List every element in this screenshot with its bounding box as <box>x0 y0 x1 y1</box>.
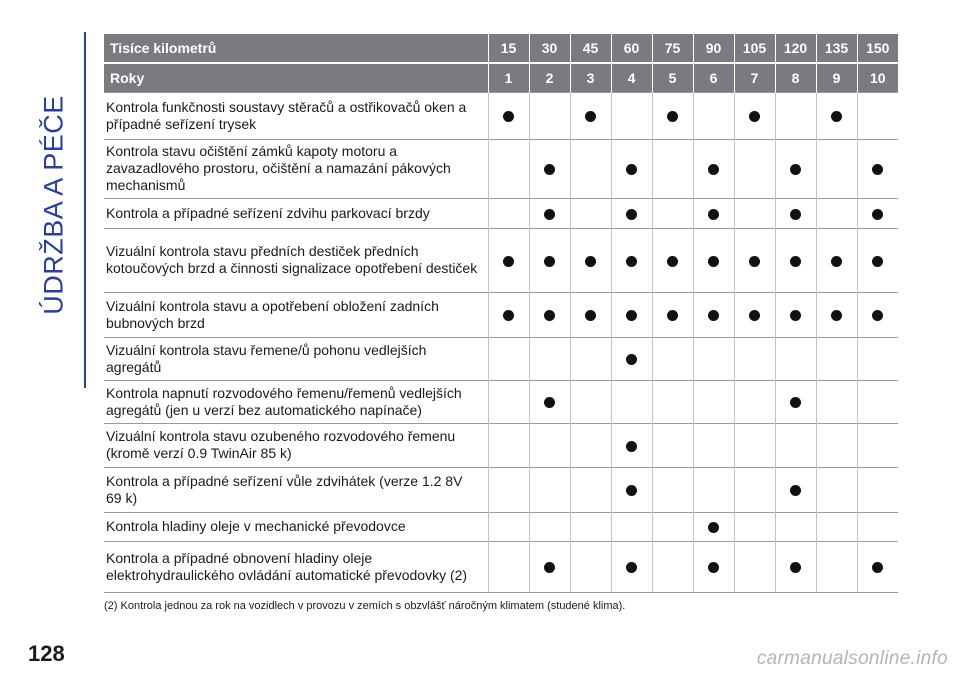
km-header-cell: 60 <box>611 34 652 63</box>
filled-circle-icon <box>749 111 760 122</box>
operation-text: Kontrola napnutí rozvodového řemenu/řemenů vedlejších agregátů (jen u verzí bez automatického napínače) <box>104 381 488 424</box>
filled-circle-icon <box>790 164 801 175</box>
filled-circle-icon <box>831 256 842 267</box>
year-header-cell: 3 <box>570 63 611 93</box>
filled-circle-icon <box>503 111 514 122</box>
interval-cell <box>652 424 693 468</box>
interval-cell <box>775 93 816 140</box>
filled-circle-icon <box>708 164 719 175</box>
interval-cell <box>734 542 775 593</box>
interval-cell <box>570 381 611 424</box>
filled-circle-icon <box>872 164 883 175</box>
interval-cell <box>693 513 734 542</box>
filled-circle-icon <box>503 310 514 321</box>
filled-circle-icon <box>626 354 637 365</box>
interval-cell <box>816 93 857 140</box>
interval-cell <box>570 293 611 338</box>
filled-circle-icon <box>872 209 883 220</box>
interval-cell <box>611 542 652 593</box>
operation-text: Vizuální kontrola stavu předních destiček předních kotoučových brzd a činnosti signalizace opotřebení destiček <box>104 229 488 293</box>
year-header-cell: 7 <box>734 63 775 93</box>
operation-text: Kontrola stavu očištění zámků kapoty motoru a zavazadlového prostoru, očištění a namazání pákových mechanismů <box>104 140 488 199</box>
year-header-cell: 6 <box>693 63 734 93</box>
filled-circle-icon <box>872 310 883 321</box>
interval-cell <box>570 93 611 140</box>
table-body <box>104 93 898 593</box>
interval-cell <box>734 424 775 468</box>
interval-cell <box>816 542 857 593</box>
interval-cell <box>529 93 570 140</box>
table-row <box>104 381 898 424</box>
interval-cell <box>734 229 775 293</box>
interval-cell <box>652 513 693 542</box>
filled-circle-icon <box>667 310 678 321</box>
filled-circle-icon <box>626 562 637 573</box>
interval-cell <box>693 199 734 229</box>
filled-circle-icon <box>544 164 555 175</box>
header-row-km <box>104 34 898 63</box>
filled-circle-icon <box>831 111 842 122</box>
filled-circle-icon <box>585 111 596 122</box>
interval-cell <box>570 140 611 199</box>
km-header-cell: 150 <box>857 34 898 63</box>
filled-circle-icon <box>544 310 555 321</box>
interval-cell <box>775 424 816 468</box>
year-header-cell: 4 <box>611 63 652 93</box>
section-title-vertical: ÚDRŽBA A PÉČE <box>38 95 69 315</box>
interval-cell <box>816 293 857 338</box>
km-header-cell: 135 <box>816 34 857 63</box>
footnote: (2) Kontrola jednou za rok na vozidlech v provozu v zemích s obzvlášť náročným klimatem (studené klima). <box>104 600 626 612</box>
filled-circle-icon <box>790 397 801 408</box>
interval-cell <box>775 140 816 199</box>
filled-circle-icon <box>708 522 719 533</box>
year-header-cell: 9 <box>816 63 857 93</box>
filled-circle-icon <box>708 256 719 267</box>
interval-cell <box>816 513 857 542</box>
year-header-cell: 1 <box>488 63 529 93</box>
interval-cell <box>529 293 570 338</box>
interval-cell <box>816 468 857 513</box>
watermark: carmanualsonline.info <box>756 648 948 669</box>
interval-cell <box>529 513 570 542</box>
filled-circle-icon <box>872 256 883 267</box>
page-number: 128 <box>28 641 65 666</box>
filled-circle-icon <box>708 209 719 220</box>
filled-circle-icon <box>667 256 678 267</box>
interval-cell <box>529 140 570 199</box>
filled-circle-icon <box>749 310 760 321</box>
operation-text: Kontrola a případné obnovení hladiny oleje elektrohydraulického ovládání automatické převodovky (2) <box>104 542 488 593</box>
interval-cell <box>693 424 734 468</box>
table-row <box>104 293 898 338</box>
interval-cell <box>488 140 529 199</box>
operation-text: Kontrola a případné seřízení vůle zdvihátek (verze 1.2 8V 69 k) <box>104 468 488 513</box>
interval-cell <box>488 381 529 424</box>
interval-cell <box>611 199 652 229</box>
interval-cell <box>570 468 611 513</box>
interval-cell <box>570 229 611 293</box>
interval-cell <box>611 338 652 381</box>
interval-cell <box>816 338 857 381</box>
operation-text: Vizuální kontrola stavu a opotřebení obložení zadních bubnových brzd <box>104 293 488 338</box>
interval-cell <box>857 424 898 468</box>
interval-cell <box>529 199 570 229</box>
operation-text: Vizuální kontrola stavu řemene/ů pohonu vedlejších agregátů <box>104 338 488 381</box>
filled-circle-icon <box>626 209 637 220</box>
interval-cell <box>570 542 611 593</box>
interval-cell <box>775 229 816 293</box>
interval-cell <box>816 199 857 229</box>
interval-cell <box>652 468 693 513</box>
filled-circle-icon <box>544 209 555 220</box>
km-header-cell: 120 <box>775 34 816 63</box>
interval-cell <box>734 338 775 381</box>
maintenance-schedule-table <box>104 34 898 593</box>
interval-cell <box>693 381 734 424</box>
filled-circle-icon <box>872 562 883 573</box>
interval-cell <box>652 381 693 424</box>
year-header-cell: 8 <box>775 63 816 93</box>
interval-cell <box>857 293 898 338</box>
interval-cell <box>857 229 898 293</box>
km-header-cell: 90 <box>693 34 734 63</box>
interval-cell <box>652 293 693 338</box>
interval-cell <box>775 542 816 593</box>
interval-cell <box>611 93 652 140</box>
filled-circle-icon <box>626 441 637 452</box>
interval-cell <box>570 424 611 468</box>
interval-cell <box>488 424 529 468</box>
interval-cell <box>611 293 652 338</box>
interval-cell <box>857 381 898 424</box>
interval-cell <box>693 140 734 199</box>
year-header-cell: 5 <box>652 63 693 93</box>
filled-circle-icon <box>585 310 596 321</box>
interval-cell <box>693 542 734 593</box>
filled-circle-icon <box>790 310 801 321</box>
filled-circle-icon <box>708 310 719 321</box>
interval-cell <box>652 93 693 140</box>
interval-cell <box>488 338 529 381</box>
km-header-cell: 15 <box>488 34 529 63</box>
table-row <box>104 513 898 542</box>
operation-text: Kontrola hladiny oleje v mechanické převodovce <box>104 513 488 542</box>
interval-cell <box>611 381 652 424</box>
operation-text: Kontrola a případné seřízení zdvihu parkovací brzdy <box>104 199 488 229</box>
interval-cell <box>775 293 816 338</box>
filled-circle-icon <box>544 562 555 573</box>
interval-cell <box>775 338 816 381</box>
section-divider <box>84 32 86 388</box>
table-row <box>104 338 898 381</box>
km-header-cell: 30 <box>529 34 570 63</box>
filled-circle-icon <box>626 310 637 321</box>
interval-cell <box>488 93 529 140</box>
interval-cell <box>693 338 734 381</box>
table-row <box>104 424 898 468</box>
interval-cell <box>775 513 816 542</box>
filled-circle-icon <box>626 485 637 496</box>
km-header-cell: 75 <box>652 34 693 63</box>
interval-cell <box>857 93 898 140</box>
table-row <box>104 140 898 199</box>
year-header-cell: 10 <box>857 63 898 93</box>
interval-cell <box>734 140 775 199</box>
operation-text: Kontrola funkčnosti soustavy stěračů a ostřikovačů oken a případné seřízení trysek <box>104 93 488 140</box>
interval-cell <box>857 542 898 593</box>
filled-circle-icon <box>790 485 801 496</box>
interval-cell <box>693 468 734 513</box>
interval-cell <box>611 424 652 468</box>
interval-cell <box>816 424 857 468</box>
filled-circle-icon <box>708 562 719 573</box>
interval-cell <box>611 140 652 199</box>
table-row <box>104 229 898 293</box>
interval-cell <box>488 293 529 338</box>
interval-cell <box>488 513 529 542</box>
interval-cell <box>734 93 775 140</box>
interval-cell <box>816 381 857 424</box>
filled-circle-icon <box>544 256 555 267</box>
filled-circle-icon <box>544 397 555 408</box>
interval-cell <box>488 542 529 593</box>
interval-cell <box>857 513 898 542</box>
km-label: Tisíce kilometrů <box>104 34 488 63</box>
interval-cell <box>816 140 857 199</box>
table-header <box>104 34 898 93</box>
interval-cell <box>652 229 693 293</box>
interval-cell <box>734 293 775 338</box>
interval-cell <box>734 381 775 424</box>
filled-circle-icon <box>790 209 801 220</box>
filled-circle-icon <box>831 310 842 321</box>
interval-cell <box>693 293 734 338</box>
interval-cell <box>570 199 611 229</box>
interval-cell <box>775 381 816 424</box>
interval-cell <box>529 229 570 293</box>
filled-circle-icon <box>626 256 637 267</box>
table-row <box>104 468 898 513</box>
interval-cell <box>611 513 652 542</box>
filled-circle-icon <box>749 256 760 267</box>
interval-cell <box>529 542 570 593</box>
interval-cell <box>570 513 611 542</box>
interval-cell <box>816 229 857 293</box>
km-header-cell: 105 <box>734 34 775 63</box>
filled-circle-icon <box>585 256 596 267</box>
km-header-cell: 45 <box>570 34 611 63</box>
filled-circle-icon <box>790 562 801 573</box>
interval-cell <box>775 468 816 513</box>
interval-cell <box>611 229 652 293</box>
interval-cell <box>529 338 570 381</box>
operation-text: Vizuální kontrola stavu ozubeného rozvodového řemenu (kromě verzí 0.9 TwinAir 85 k) <box>104 424 488 468</box>
interval-cell <box>857 338 898 381</box>
interval-cell <box>529 468 570 513</box>
interval-cell <box>652 140 693 199</box>
interval-cell <box>693 93 734 140</box>
interval-cell <box>857 468 898 513</box>
interval-cell <box>652 338 693 381</box>
interval-cell <box>734 513 775 542</box>
header-row-years <box>104 63 898 93</box>
interval-cell <box>693 229 734 293</box>
years-label: Roky <box>104 63 488 93</box>
table-row <box>104 93 898 140</box>
interval-cell <box>775 199 816 229</box>
interval-cell <box>652 199 693 229</box>
filled-circle-icon <box>790 256 801 267</box>
interval-cell <box>734 199 775 229</box>
filled-circle-icon <box>503 256 514 267</box>
filled-circle-icon <box>626 164 637 175</box>
interval-cell <box>570 338 611 381</box>
interval-cell <box>488 199 529 229</box>
interval-cell <box>529 424 570 468</box>
interval-cell <box>857 199 898 229</box>
filled-circle-icon <box>667 111 678 122</box>
interval-cell <box>611 468 652 513</box>
interval-cell <box>857 140 898 199</box>
year-header-cell: 2 <box>529 63 570 93</box>
interval-cell <box>734 468 775 513</box>
table-row <box>104 199 898 229</box>
interval-cell <box>488 468 529 513</box>
interval-cell <box>529 381 570 424</box>
interval-cell <box>488 229 529 293</box>
interval-cell <box>652 542 693 593</box>
table-row <box>104 542 898 593</box>
